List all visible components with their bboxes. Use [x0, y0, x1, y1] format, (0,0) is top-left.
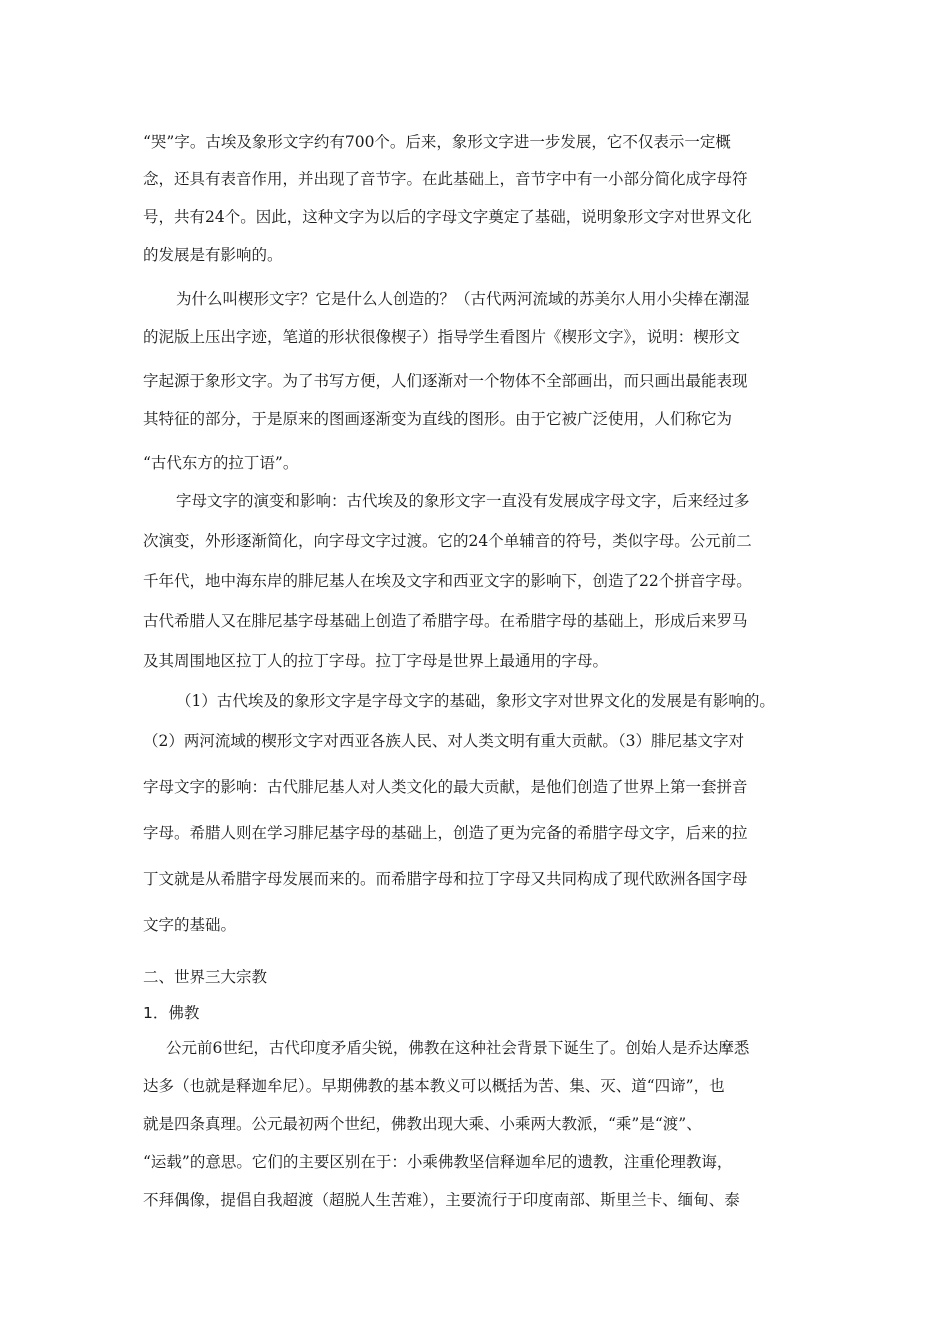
- text-line: （1）古代埃及的象形文字是字母文字的基础，象形文字对世界文化的发展是有影响的。: [176, 692, 775, 710]
- text-line: 字母文字的影响：古代腓尼基人对人类文化的最大贡献，是他们创造了世界上第一套拼音: [143, 778, 748, 796]
- text-line: 古代希腊人又在腓尼基字母基础上创造了希腊字母。在希腊字母的基础上，形成后来罗马: [143, 612, 748, 630]
- text-line: 的发展是有影响的。: [143, 246, 283, 264]
- text-line: 丁文就是从希腊字母发展而来的。而希腊字母和拉丁字母又共同构成了现代欧洲各国字母: [143, 870, 748, 888]
- text-line: 公元前6世纪，古代印度矛盾尖锐，佛教在这种社会背景下诞生了。创始人是乔达摩悉: [166, 1039, 750, 1057]
- text-line: 字母。希腊人则在学习腓尼基字母的基础上，创造了更为完备的希腊字母文字，后来的拉: [143, 824, 748, 842]
- text-line: 不拜偶像，提倡自我超渡（超脱人生苦难），主要流行于印度南部、斯里兰卡、缅甸、泰: [143, 1191, 740, 1209]
- text-line: “运载”的意思。它们的主要区别在于：小乘佛教坚信释迦牟尼的遗教，注重伦理教诲，: [143, 1153, 733, 1171]
- text-line: （2）两河流域的楔形文字对西亚各族人民、对人类文明有重大贡献。（3）腓尼基文字对: [143, 732, 744, 750]
- text-line: 念，还具有表音作用，并出现了音节字。在此基础上，音节字中有一小部分简化成字母符: [143, 170, 748, 188]
- text-line: 字起源于象形文字。为了书写方便，人们逐渐对一个物体不全部画出，而只画出最能表现: [143, 372, 748, 390]
- subsection-heading: 1．佛教: [143, 1004, 200, 1022]
- text-line: 文字的基础。: [143, 916, 237, 934]
- text-line: 字母文字的演变和影响：古代埃及的象形文字一直没有发展成字母文字，后来经过多: [176, 492, 750, 510]
- text-line: “哭”字。古埃及象形文字约有700个。后来，象形文字进一步发展，它不仅表示一定概: [143, 133, 731, 151]
- text-line: “古代东方的拉丁语”。: [143, 454, 299, 472]
- text-line: 千年代，地中海东岸的腓尼基人在埃及文字和西亚文字的影响下，创造了22个拼音字母。: [143, 572, 752, 590]
- text-line: 其特征的部分，于是原来的图画逐渐变为直线的图形。由于它被广泛使用，人们称它为: [143, 410, 733, 428]
- text-line: 号，共有24个。因此，这种文字为以后的字母文字奠定了基础，说明象形文字对世界文化: [143, 208, 752, 226]
- text-line: 及其周围地区拉丁人的拉丁字母。拉丁字母是世界上最通用的字母。: [143, 652, 609, 670]
- text-line: 就是四条真理。公元最初两个世纪，佛教出现大乘、小乘两大教派，“乘”是“渡”、: [143, 1115, 702, 1133]
- text-line: 为什么叫楔形文字？它是什么人创造的？（古代两河流域的苏美尔人用小尖棒在潮湿: [176, 290, 750, 308]
- section-heading: 二、世界三大宗教: [143, 968, 268, 986]
- text-line: 的泥版上压出字迹，笔道的形状很像楔子）指导学生看图片《楔形文字》，说明：楔形文: [143, 328, 740, 346]
- text-line: 次演变，外形逐渐简化，向字母文字过渡。它的24个单辅音的符号，类似字母。公元前二: [143, 532, 752, 550]
- text-line: 达多（也就是释迦牟尼）。早期佛教的基本教义可以概括为苦、集、灭、道“四谛”，也: [143, 1077, 725, 1095]
